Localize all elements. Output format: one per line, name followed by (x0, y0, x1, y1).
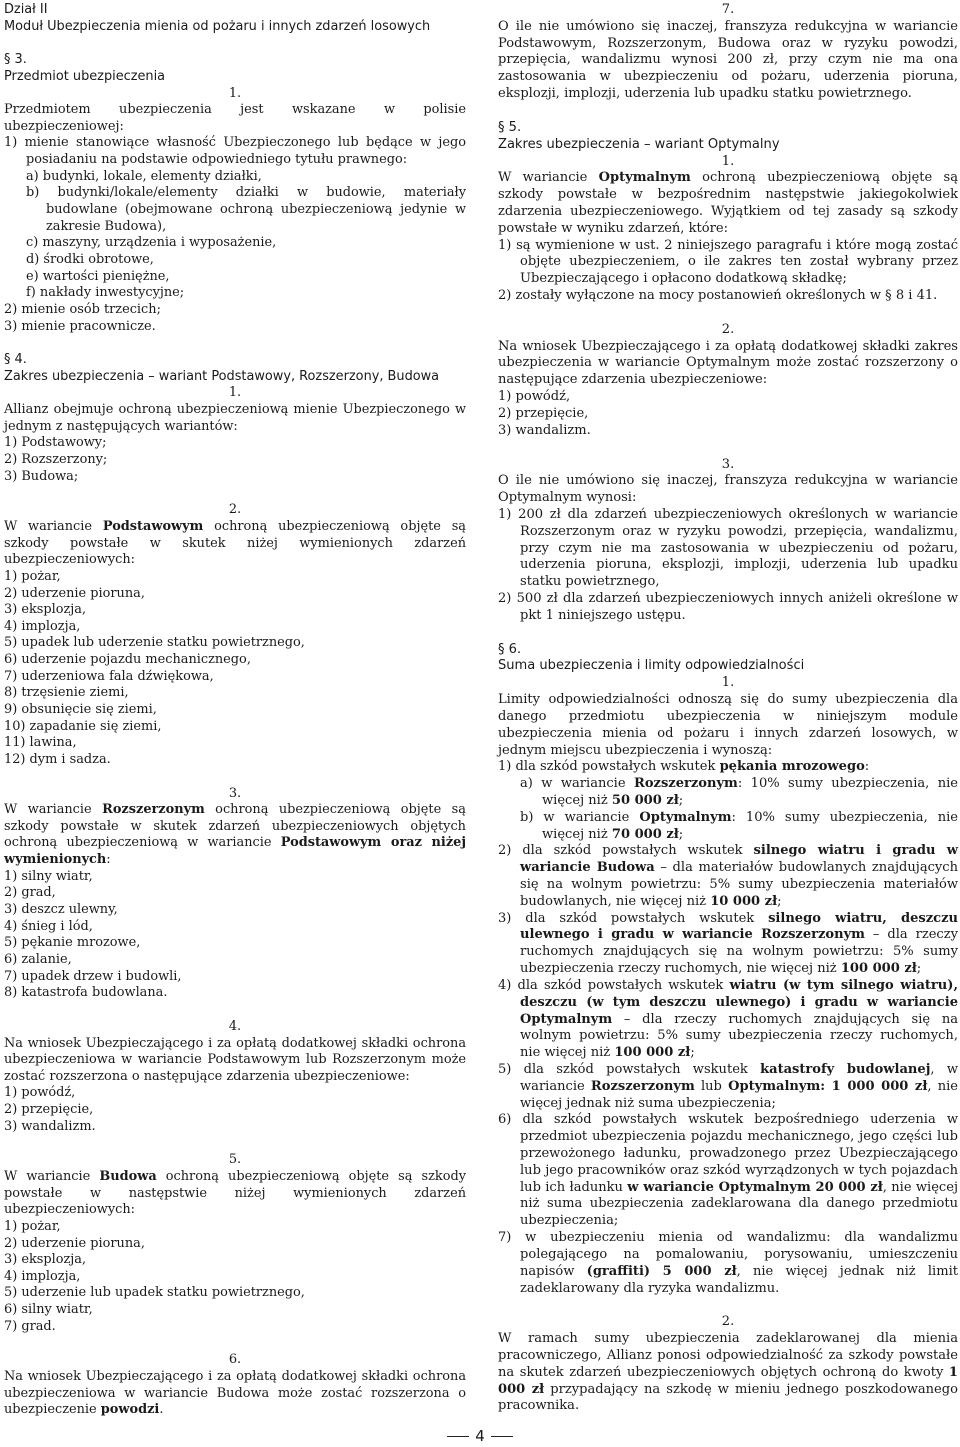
list-item: 2) zostały wyłączone na mocy postanowień określonych w § 8 i 41. (498, 288, 938, 303)
list-item: 8) trzęsienie ziemi, (4, 685, 129, 701)
par5-s1-text: W wariancie Optymalnym ochroną ubezpieczeniową objęte są szkody powstałe w bezpośrednim następstwie jakiegokolwiek zdarzenia ubezpieczeniowego. Wyjątkiem od tej zasady są szkody powstałe w wyniku zdarzeń, które: (498, 170, 958, 236)
par3-s1-sublist (4, 169, 466, 302)
par4-s6-text: Na wniosek Ubezpieczającego i za opłatą dodatkowej składki ochrona ubezpieczeniowa w wariancie Budowa może zostać rozszerzona o ubezpieczenie powodzi. (4, 1369, 466, 1418)
list-item: 6) silny wiatr, (4, 1302, 93, 1318)
list-item: 3) wandalizm. (498, 422, 591, 438)
list-item: 2) Rozszerzony; (4, 452, 108, 468)
par4-s7-text: O ile nie umówiono się inaczej, franszyza redukcyjna w wariancie Podstawowym, Rozszerzonym, Budowa oraz w ryzyku powodzi, przepięcia, wandalizmu wynosi 200 zł, przy czym nie ma ona zastosowania w ubezpieczeniu od pożaru, uderzenia pioruna, eksplozji, implozji, uderzenia lub upadku statku powietrznego. (498, 18, 958, 102)
par5-number: § 5. (498, 119, 522, 135)
list-item: 2) uderzenie pioruna, (4, 585, 145, 601)
par6-s1-number: 1. (721, 675, 735, 691)
list-item: 7) grad. (4, 1318, 56, 1334)
par6-s1-sublist (498, 776, 958, 843)
par4-s2-list (4, 569, 466, 769)
list-item: 2) przepięcie, (498, 405, 589, 421)
list-item: 4) dla szkód powstałych wskutek wiatru (w tym silnego wiatru), deszczu (w tym deszczu ulewnego) i gradu w wariancie Optymalnym – dla rzeczy ruchomych znajdujących się na wolnym powietrzu: 5% sumy ubezpieczenia rzeczy ruchomych, nie więcej niż 100 000 zł; (498, 977, 958, 1061)
list-item: 3) mienie pracownicze. (4, 318, 156, 334)
list-item: 7) upadek drzew i budowli, (4, 968, 182, 984)
list-item: 6) zalanie, (4, 951, 72, 967)
list-item: 1) dla szkód powstałych wskutek pękania mrozowego: (498, 759, 870, 775)
par6-s1-text: Limity odpowiedzialności odnoszą się do sumy ubezpieczenia dla danego przedmiotu ubezpieczenia w niniejszym module ubezpieczenia mienia od pożaru i innych zdarzeń losowych, w jednym miejscu ubezpieczenia i wynoszą: (498, 692, 958, 758)
par4-s1-text: Allianz obejmuje ochroną ubezpieczeniową mienie Ubezpieczonego w jednym z następujących wariantów: (4, 402, 466, 434)
par4-s6-number: 6. (228, 1352, 242, 1368)
list-item: f) nakłady inwestycyjne; (26, 285, 185, 301)
list-item: 11) lawina, (4, 735, 77, 751)
par6-title: Suma ubezpieczenia i limity odpowiedzialności (498, 658, 805, 674)
par4-number: § 4. (4, 352, 27, 368)
par3-title: Przedmiot ubezpieczenia (4, 68, 166, 84)
par6-s2-text: W ramach sumy ubezpieczenia zadeklarowanej dla mienia pracowniczego, Allianz ponosi odpowiedzialność za szkody powstałe na skutek zdarzeń ubezpieczeniowych objętych ochroną do kwoty 1 000 zł przypadający na szkodę w mieniu jednego poszkodowanego pracownika. (498, 1331, 958, 1414)
par4-s5-list (4, 1219, 466, 1335)
page-number: 4 (475, 1427, 485, 1445)
list-item: 1) pożar, (4, 568, 61, 584)
par5-s2-list (498, 389, 958, 439)
par5-s3-list (498, 507, 958, 625)
par4-s4-text: Na wniosek Ubezpieczającego i za opłatą dodatkowej składki ochrona ubezpieczeniowa w wariancie Podstawowym lub Rozszerzonym może zostać rozszerzona o następujące zdarzenia ubezpieczeniowe: (4, 1035, 466, 1084)
list-item: 7) uderzeniowa fala dźwiękowa, (4, 668, 214, 684)
par4-s5-number: 5. (228, 1152, 242, 1168)
par6-s2-number: 2. (721, 1314, 735, 1330)
par3-s1-list (4, 135, 466, 168)
list-item: 3) deszcz ulewny, (4, 902, 118, 918)
list-item: e) wartości pieniężne, (26, 268, 170, 284)
list-item: 3) dla szkód powstałych wskutek silnego wiatru, deszczu ulewnego i gradu w wariancie Rozszerzonym – dla rzeczy ruchomych znajdujących się na wolnym powietrzu: 5% sumy ubezpieczenia rzeczy ruchomych, nie więcej niż 100 000 zł; (498, 910, 958, 977)
par5-title: Zakres ubezpieczenia – wariant Optymalny (498, 136, 780, 152)
par4-s1-number: 1. (228, 385, 242, 401)
list-item: 1) silny wiatr, (4, 868, 93, 884)
par5-s2-number: 2. (721, 321, 735, 337)
par4-s3-text: W wariancie Rozszerzonym ochroną ubezpieczeniową objęte są szkody powstałe w skutek zdarzeń ubezpieczeniowych objętych ochroną ubezpieczeniową w wariancie Podstawowym oraz niżej wymienionych: (4, 802, 467, 868)
list-item: 2) grad, (4, 885, 56, 901)
par5-s1-list (498, 238, 958, 305)
par3-s1-number: 1. (228, 85, 242, 101)
list-item: 2) dla szkód powstałych wskutek silnego wiatru i gradu w wariancie Budowa – dla materiałów budowlanych znajdujących się na wolnym powietrzu: 5% sumy ubezpieczenia materiałów budowlanych, nie więcej niż 10 000 zł; (498, 843, 958, 909)
list-item: 12) dym i sadza. (4, 751, 111, 767)
right-column (498, 2, 958, 1415)
par5-s2-text: Na wniosek Ubezpieczającego i za opłatą dodatkowej składki zakres ubezpieczenia w wariancie Optymalnym może zostać rozszerzony o następujące zdarzenia ubezpieczeniowe: (498, 338, 958, 388)
list-item: 5) upadek lub uderzenie statku powietrznego, (4, 635, 305, 651)
par4-s2-number: 2. (228, 502, 242, 518)
list-item: 3) eksplozja, (4, 602, 87, 618)
list-item: 8) katastrofa budowlana. (4, 985, 168, 1001)
par4-s2-text: W wariancie Podstawowym ochroną ubezpieczeniową objęte są szkody powstałe w skutek niżej wymienionych zdarzeń ubezpieczeniowych: (4, 518, 466, 568)
section-label-dzial: Dział II (4, 2, 48, 17)
list-item: c) maszyny, urządzenia i wyposażenie, (26, 235, 277, 251)
list-item: 2) 500 zł dla zdarzeń ubezpieczeniowych innych aniżeli określone w pkt 1 niniejszego ustępu. (498, 591, 958, 623)
footer-dash-left (447, 1436, 469, 1437)
par5-s1-number: 1. (721, 153, 735, 169)
list-item: 4) implozja, (4, 618, 81, 634)
list-item: 5) pękanie mrozowe, (4, 935, 141, 951)
list-item: 7) w ubezpieczeniu mienia od wandalizmu: dla wandalizmu polegającego na pomalowaniu, porysowaniu, umieszczeniu napisów (graffiti) 5 000 zł, nie więcej jednak niż limit zadeklarowany dla ryzyka wandalizmu. (498, 1230, 959, 1296)
list-item: 6) dla szkód powstałych wskutek bezpośredniego uderzenia w przedmiot ubezpieczenia pojazdu mechanicznego, jego części lub przewożonego ładunku, prowadzonego przez Ubezpieczającego lub jego pracowników oraz szkód wyrządzonych w tych pojazdach lub ich ładunku w wariancie Optymalnym 20 000 zł, nie więcej niż suma ubezpieczenia zadeklarowana dla danego przedmiotu ubezpieczenia; (498, 1112, 958, 1229)
list-item: 1) są wymienione w ust. 2 niniejszego paragrafu i które mogą zostać objęte ubezpieczeniem, o ile zakres ten został wybrany przez Ubezpieczającego i opłacono dodatkową składkę; (498, 237, 958, 287)
list-item: b) w wariancie Optymalnym: 10% sumy ubezpieczenia, nie więcej niż 70 000 zł; (520, 809, 959, 842)
list-item: 3) wandalizm. (4, 1118, 96, 1134)
par3-s1-intro: Przedmiotem ubezpieczenia jest wskazane w polisie ubezpieczeniowej: (4, 102, 466, 134)
module-title: Moduł Ubezpieczenia mienia od pożaru i innych zdarzeń losowych (4, 18, 431, 34)
par4-s5-text: W wariancie Budowa ochroną ubezpieczeniową objęte są szkody powstałe w następstwie niżej wymienionych zdarzeń ubezpieczeniowych: (4, 1169, 466, 1218)
list-item: 3) Budowa; (4, 468, 79, 484)
left-column (4, 2, 466, 1419)
list-item: 1) Podstawowy; (4, 435, 107, 451)
par4-s4-number: 4. (228, 1018, 242, 1034)
par6-number: § 6. (498, 641, 522, 657)
par4-s7-number: 7. (721, 2, 735, 17)
list-item: 2) mienie osób trzecich; (4, 301, 161, 317)
par4-s3-list (4, 869, 466, 1002)
footer-dash-right (491, 1436, 513, 1437)
list-item: 1) pożar, (4, 1218, 61, 1234)
list-item: d) środki obrotowe, (26, 251, 154, 267)
list-item: 6) uderzenie pojazdu mechanicznego, (4, 652, 251, 668)
list-item: 9) obsunięcie się ziemi, (4, 701, 157, 717)
par5-s3-text: O ile nie umówiono się inaczej, franszyza redukcyjna w wariancie Optymalnym wynosi: (498, 473, 958, 506)
list-item: 5) uderzenie lub upadek statku powietrznego, (4, 1285, 305, 1301)
par4-s4-list (4, 1085, 466, 1135)
par4-s3-number: 3. (228, 785, 242, 801)
par3-number: § 3. (4, 52, 27, 68)
par4-s1-list (4, 435, 466, 485)
list-item: 10) zapadanie się ziemi, (4, 718, 162, 734)
list-item: b) budynki/lokale/elementy działki w budowie, materiały budowlane (obejmowane ochroną ubezpieczeniową jedynie w zakresie Budowa), (26, 185, 466, 234)
list-item: 2) przepięcie, (4, 1102, 94, 1118)
par6-s1-list (498, 759, 958, 776)
list-item: 4) śnieg i lód, (4, 918, 93, 934)
list-item: 2) uderzenie pioruna, (4, 1235, 145, 1251)
list-item: 1) powódź, (498, 389, 571, 405)
list-item: a) w wariancie Rozszerzonym: 10% sumy ubezpieczenia, nie więcej niż 50 000 zł; (520, 776, 958, 808)
par5-s3-number: 3. (721, 456, 735, 472)
page-footer (0, 1428, 960, 1445)
list-item: 4) implozja, (4, 1268, 81, 1284)
par4-title: Zakres ubezpieczenia – wariant Podstawowy, Rozszerzony, Budowa (4, 368, 440, 384)
list-item: 1) 200 zł dla zdarzeń ubezpieczeniowych określonych w wariancie Rozszerzonym oraz w ryzyku powodzi, przepięcia, wandalizmu, przy czym nie ma zastosowania w ubezpieczeniu od pożaru, uderzenia pioruna, eksplozji, implozji, uderzenia lub upadku statku powietrznego, (498, 506, 958, 590)
list-item: 1) powódź, (4, 1085, 76, 1101)
list-item: 1) mienie stanowiące własność Ubezpieczonego lub będące w jego posiadaniu na podstawie odpowiedniego tytułu prawnego: (4, 135, 466, 168)
list-item: a) budynki, lokale, elementy działki, (26, 168, 262, 184)
list-item: 5) dla szkód powstałych wskutek katastrofy budowlanej, w wariancie Rozszerzonym lub Optymalnym: 1 000 000 zł, nie więcej jednak niż suma ubezpieczenia; (498, 1061, 958, 1111)
list-item: 3) eksplozja, (4, 1252, 87, 1268)
